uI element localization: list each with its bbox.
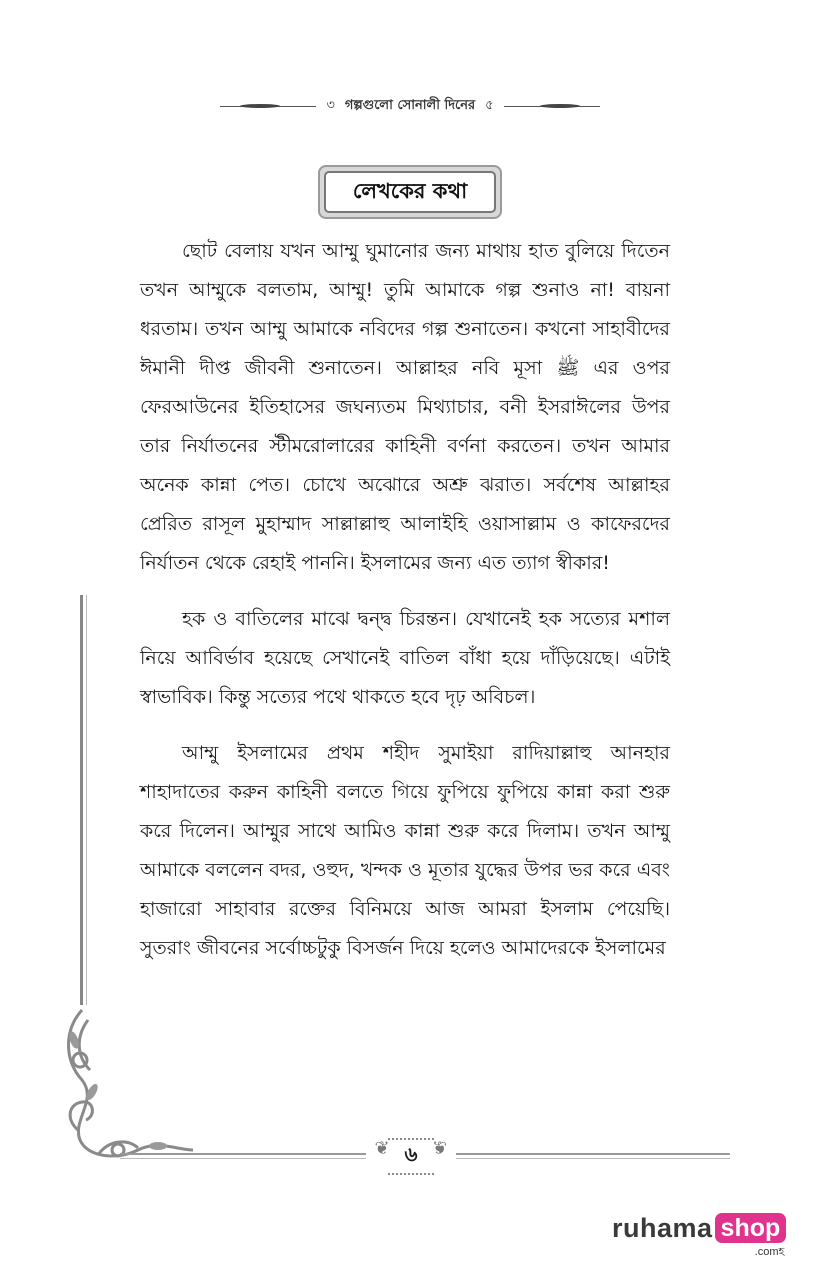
watermark-shop-badge [715, 1213, 787, 1258]
header-ornament-right [504, 106, 600, 107]
corner-ornament-icon [58, 1000, 198, 1170]
page-number: ❦ ৬ ❦ [388, 1138, 433, 1175]
running-title: গল্পগুলো সোনালী দিনের [344, 97, 476, 113]
header-ornament-left [220, 106, 316, 107]
paragraph-3: আম্মু ইসলামের প্রথম শহীদ সুমাইয়া রাদিয়াল্লাহু আনহার শাহাদাতের করুন কাহিনী বলতে গিয়ে ফুপিয়ে ফুপিয়ে কান্না করা শুরু করে দিলেন। আম্মুর সাথে আমিও কান্না শুরু করে দিলাম। তখন আম্মু আমাকে বললেন বদর, ওহুদ, খন্দক ও মূতার যুদ্ধের উপর ভর করে এবং হাজারো সাহাবার রক্তের বিনিময়ে আজ আমরা ইসলাম পেয়েছি। সুতরাং জীবনের সর্বোচ্চটুকু বিসর্জন দিয়ে হলেও আমাদেরকে ইসলামের [140, 742, 670, 959]
border-line [80, 595, 83, 1005]
watermark-domain: .comহ [754, 1246, 785, 1258]
section-title: লেখকের কথা [324, 171, 496, 213]
header-right-mark: ৫ [485, 97, 494, 113]
header-left-mark: ৩ [326, 97, 335, 113]
paragraph-2: হক ও বাতিলের মাঝে দ্বন্দ্ব চিরন্তন। যেখানেই হক সত্যের মশাল নিয়ে আবির্ভাব হয়েছে সেখানেই বাতিল বাঁধা হয়ে দাঁড়িয়েছে। এটাই স্বাভাবিক। কিন্তু সত্যের পথে থাকতে হবে দৃঢ় অবিচল। [140, 608, 670, 708]
watermark-logo [612, 1213, 786, 1258]
paragraph-1: ছোট বেলায় যখন আম্মু ঘুমানোর জন্য মাথায় হাত বুলিয়ে দিতেন তখন আম্মুকে বলতাম, আম্মু! তুমি আমাকে গল্প শুনাও না! বায়না ধরতাম। তখন আম্মু আমাকে নবিদের গল্প শুনাতেন। কখনো সাহাবীদের ঈমানী দীপ্ত জীবনী শুনাতেন। আল্লাহর নবি মূসা ﷺ এর ওপর ফেরআউনের ইতিহাসের জঘন্যতম মিথ্যাচার, বনী ইসরাঈলের উপর তার নির্যাতনের স্টীমরোলারের কাহিনী বর্ণনা করতেন। তখন আমার অনেক কান্না পেত। চোখে অঝোরে অশ্রু ঝরাত। সর্বশেষ আল্লাহর প্রেরিত রাসূল মুহাম্মাদ সাল্লাল্লাহু আলাইহি ওয়াসাল্লাম ও কাফেরদের নির্যাতন থেকে রেহাই পাননি। ইসলামের জন্য এত ত্যাগ স্বীকার! [140, 240, 670, 574]
page-number-frame [366, 1138, 456, 1174]
border-line-inner [86, 595, 87, 1005]
section-title-frame [318, 165, 502, 219]
running-header [220, 96, 600, 116]
body-text [140, 232, 670, 985]
watermark-brand: ruhama [612, 1213, 713, 1243]
watermark-shop: shop [715, 1213, 787, 1243]
